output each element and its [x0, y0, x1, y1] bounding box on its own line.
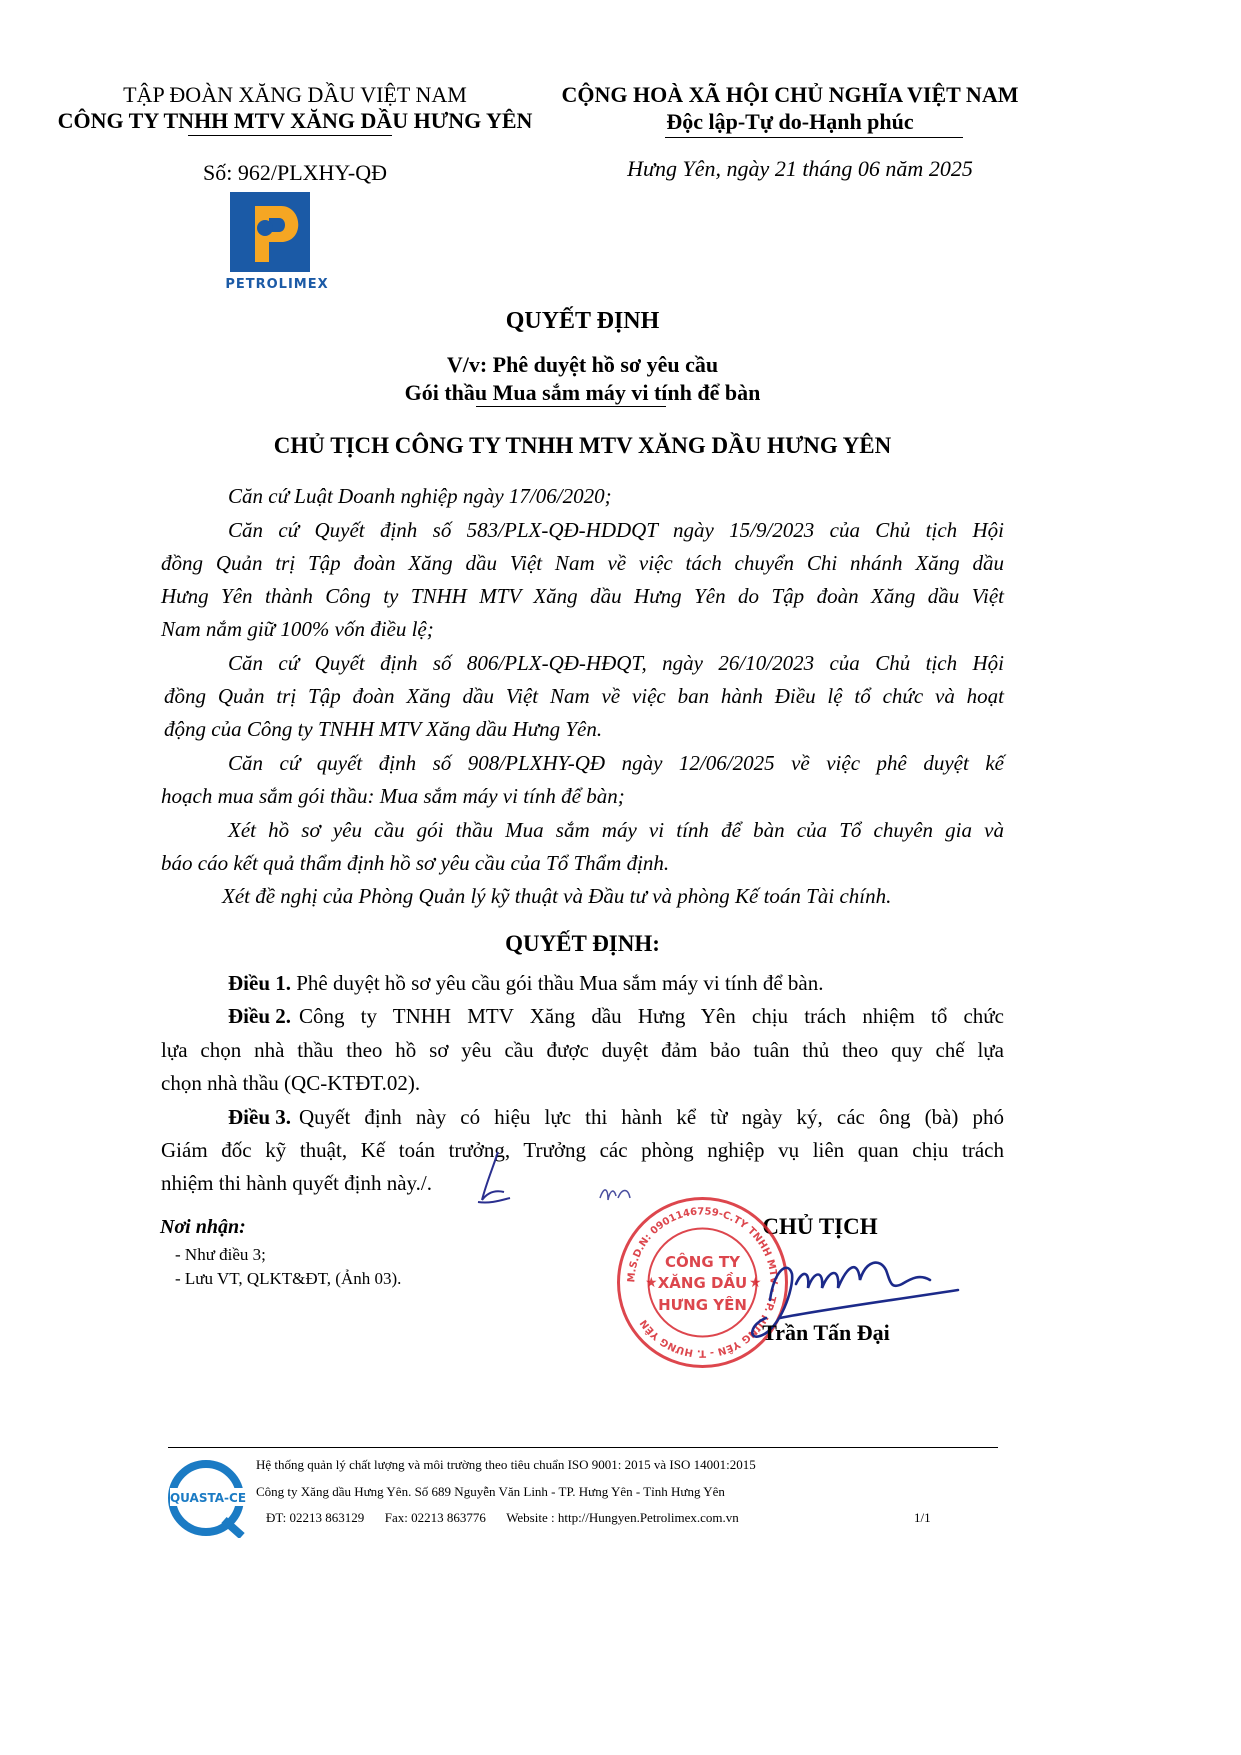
recipient-item: - Như điều 3;: [175, 1245, 266, 1264]
article-line: nhiệm thi hành quyết định này./.: [161, 1171, 433, 1195]
petrolimex-logo-text: PETROLIMEX: [225, 277, 329, 292]
quasta-logo-text: QUASTA-CE: [169, 1491, 247, 1505]
preamble-line: đồng Quản trị Tập đoàn Xăng dầu Việt Nam về việc tách chuyển Chi nhánh Xăng dầu: [161, 551, 1004, 575]
stamp-line2: XĂNG DẦU: [657, 1274, 748, 1292]
article-1: [228, 967, 1004, 1000]
article-label: Điều 1.: [228, 971, 291, 995]
recipients-title: Nơi nhận:: [160, 1216, 246, 1238]
footer-contact: [266, 1507, 739, 1529]
article-text: Phê duyệt hồ sơ yêu cầu gói thầu Mua sắm máy vi tính để bàn.: [296, 971, 824, 995]
quasta-logo: [168, 1458, 248, 1538]
recipient-item: - Lưu VT, QLKT&ĐT, (Ảnh 03).: [175, 1269, 402, 1288]
svg-text:★: ★: [749, 1275, 762, 1291]
article-2: [228, 1000, 1004, 1033]
article-label: Điều 3.: [228, 1105, 291, 1129]
footer-phone: ĐT: 02213 863129: [266, 1510, 365, 1525]
article-label: Điều 2.: [228, 1004, 291, 1028]
footer-website[interactable]: Website : http://Hungyen.Petrolimex.com.vn: [506, 1510, 739, 1525]
article-line: Giám đốc kỹ thuật, Kế toán trưởng, Trưởng các phòng nghiệp vụ liên quan chịu trách: [161, 1138, 1004, 1162]
footer-address: Công ty Xăng dầu Hưng Yên. Số 689 Nguyễn Văn Linh - TP. Hưng Yên - Tỉnh Hưng Yên: [256, 1484, 725, 1499]
nation-title: CỘNG HOÀ XÃ HỘI CHỦ NGHĨA VIỆT NAM: [561, 82, 1019, 107]
motto-underline: [665, 137, 963, 138]
preamble-line: Căn cứ Quyết định số 806/PLX-QĐ-HĐQT, ngày 26/10/2023 của Chủ tịch Hội: [228, 651, 1004, 675]
preamble-line: Căn cứ Luật Doanh nghiệp ngày 17/06/2020;: [228, 484, 612, 508]
initial-mark: [468, 1150, 518, 1210]
footer-rule: [168, 1447, 998, 1448]
company-name: CÔNG TY TNHH MTV XĂNG DẦU HƯNG YÊN: [57, 108, 533, 133]
preamble-line: Căn cứ quyết định số 908/PLXHY-QĐ ngày 12/06/2025 về việc phê duyệt kế: [228, 751, 1004, 775]
decision-subject-line1: V/v: Phê duyệt hồ sơ yêu cầu: [446, 352, 719, 377]
footer-fax: Fax: 02213 863776: [384, 1510, 486, 1525]
page-number: 1/1: [914, 1510, 931, 1525]
article-line: lựa chọn nhà thầu theo hồ sơ yêu cầu được duyệt đảm bảo tuân thủ theo quy chế lựa: [161, 1038, 1004, 1062]
preamble-line: Xét hồ sơ yêu cầu gói thầu Mua sắm máy vi tính để bàn của Tổ chuyên gia và: [228, 818, 1004, 842]
signer-role: CHỦ TỊCH: [762, 1214, 878, 1239]
stamp-line1: CÔNG TY: [665, 1253, 740, 1271]
preamble-line: báo cáo kết quả thẩm định hồ sơ yêu cầu của Tổ Thẩm định.: [161, 851, 670, 875]
signer-name: Trần Tấn Đại: [762, 1320, 890, 1345]
article-text: Công ty TNHH MTV Xăng dầu Hưng Yên chịu trách nhiệm tổ chức: [299, 1004, 1004, 1028]
preamble-line: Nam nắm giữ 100% vốn điều lệ;: [161, 617, 434, 641]
article-text: Quyết định này có hiệu lực thi hành kể từ ngày ký, các ông (bà) phó: [299, 1105, 1004, 1129]
svg-text:★: ★: [645, 1275, 658, 1291]
company-underline: [188, 135, 392, 136]
national-motto: Độc lập-Tự do-Hạnh phúc: [666, 109, 914, 134]
stamp-ring-text: M.S.D.N: 0901146759-C.TY TNHH MTV - TP. HƯNG YÊN - T. HƯNG YÊN: [626, 1206, 779, 1359]
footer-iso: Hệ thống quản lý chất lượng và môi trường theo tiêu chuẩn ISO 9001: 2015 và ISO 14001:2015: [256, 1457, 756, 1472]
document-number: Số: 962/PLXHY-QĐ: [203, 160, 387, 185]
preamble-line: Hưng Yên thành Công ty TNHH MTV Xăng dầu Hưng Yên do Tập đoàn Xăng dầu Việt: [161, 584, 1004, 608]
decision-subject-line2: Gói thầu Mua sắm máy vi tính để bàn: [404, 380, 761, 405]
article-3: [228, 1101, 1004, 1134]
place-date: Hưng Yên, ngày 21 tháng 06 năm 2025: [627, 156, 973, 181]
article-line: chọn nhà thầu (QC-KTĐT.02).: [161, 1071, 421, 1095]
subject-underline: [476, 406, 666, 407]
preamble-line: Căn cứ Quyết định số 583/PLX-QĐ-HDDQT ngày 15/9/2023 của Chủ tịch Hội: [228, 518, 1004, 542]
issuing-authority: CHỦ TỊCH CÔNG TY TNHH MTV XĂNG DẦU HƯNG YÊN: [273, 433, 892, 458]
preamble-line: đồng Quản trị Tập đoàn Xăng dầu Việt Nam về việc ban hành Điều lệ tổ chức và hoạt: [164, 684, 1004, 708]
stamp-line3: HƯNG YÊN: [658, 1296, 747, 1314]
preamble-line: hoạch mua sắm gói thầu: Mua sắm máy vi tính để bàn;: [161, 784, 625, 808]
preamble-line: động của Công ty TNHH MTV Xăng dầu Hưng Yên.: [164, 717, 603, 741]
decision-title: QUYẾT ĐỊNH: [505, 308, 660, 334]
parent-org: TẬP ĐOÀN XĂNG DẦU VIỆT NAM: [123, 82, 467, 107]
decision-heading: QUYẾT ĐỊNH:: [505, 931, 660, 956]
petrolimex-logo: [225, 192, 335, 292]
preamble-line: Xét đề nghị của Phòng Quản lý kỹ thuật và Đầu tư và phòng Kế toán Tài chính.: [222, 884, 892, 908]
